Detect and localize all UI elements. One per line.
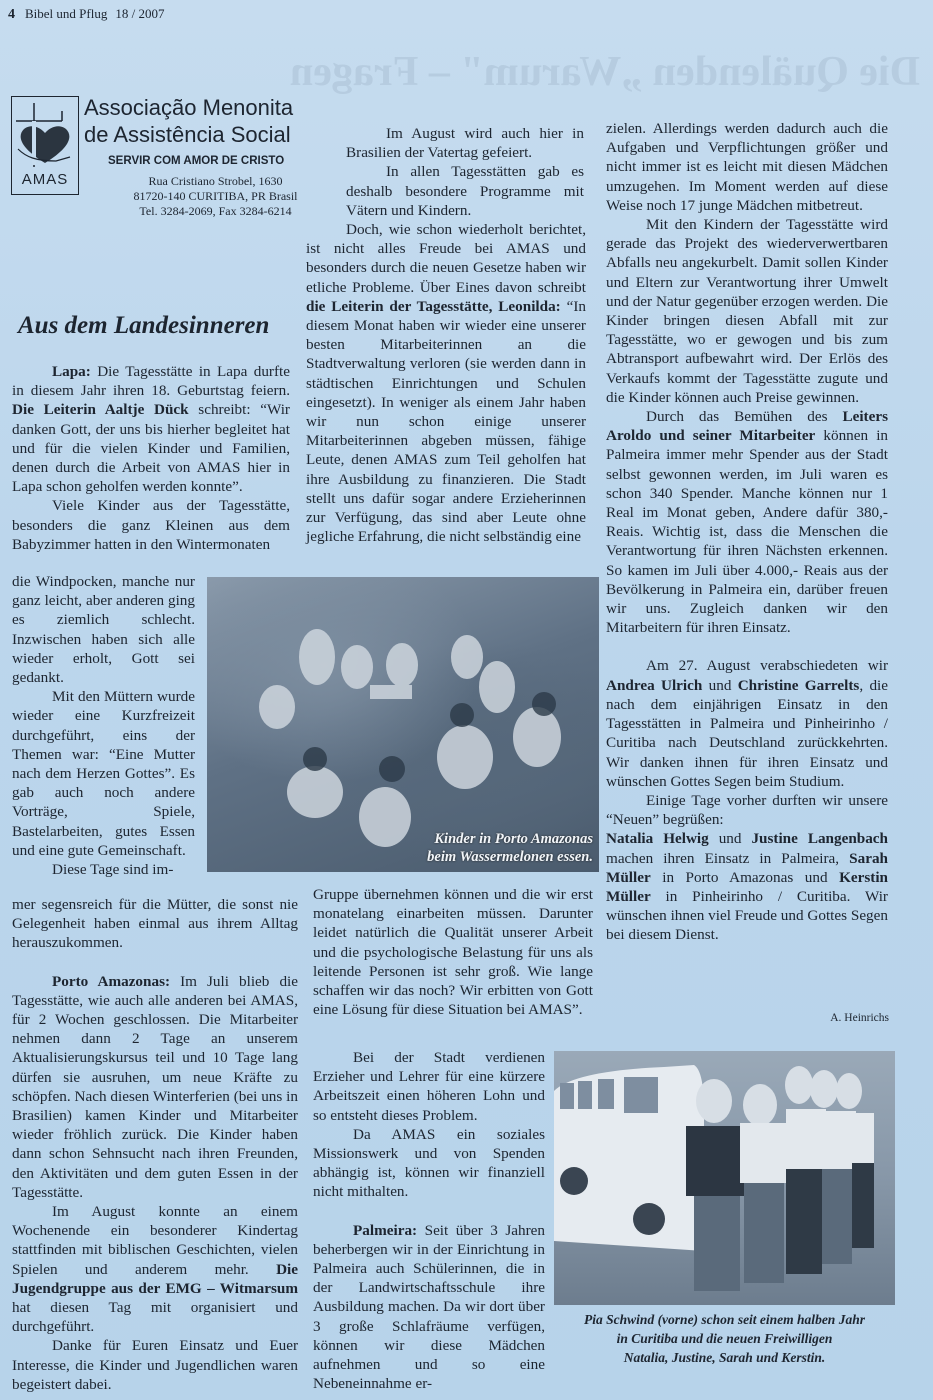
photo-volunteers-van [554,1051,895,1305]
text: machen ihren Einsatz in Palmeira, [606,849,850,867]
org-name-line1: Associação Menonita [84,95,294,120]
paragraph: Diese Tage sind im- [52,861,174,879]
location-label: Palmeira: [353,1221,418,1239]
text: und [702,676,738,694]
paragraph: Mit den Kindern der Tagesstätte wird gerade das Projekt des wiederverwertbaren Abfalls neu angekurbelt. Damit sollen Kinder und Eltern zur Verantwortung ihrer Umwelt und der Natur gegenüber erzogen werden. Die Kinder bringen diesen Abfall mit zur Tagesstätte, wo er gewogen und bis zum Abtransport aufbewahrt wird. Der Erlös des Verkaufs kommt der Tagesstätte zugute und die Kinder können auch Preise gewinnen. [606,216,888,406]
text: “In diesem Monat haben wir wieder eine unserer besten Mitarbeiterinnen an die Stadtverwaltung verloren (sie werden dann in städtischen Einrichtungen und Schulen eingesetzt). In weniger als einem Jahr haben wir nun schon einige unserer Mitarbeiterinnen abgeben müssen, fähige Leute, denen AMAS zum Teil geholfen hat ihre Ausbildung zu finanzieren. Die Stadt stellt uns dafür sogar andere Erzieherinnen zur Verfügung, das sind aber Leute ohne jegliche Erfahrung, die nicht selbständig eine [306,297,586,546]
location-label: Lapa: [52,363,91,380]
bold-name: Leiters Aroldo und seiner Mitarbeiter [606,408,888,445]
bold-name: Sarah Müller [606,849,888,886]
text: Die Tagesstätte in Lapa durfte in diesem Jahr ihren 18. Geburtstag feiern. [12,363,290,400]
text: Am 27. August verabschiedeten wir [646,657,888,675]
caption-line: beim Wassermelonen essen. [427,849,593,865]
column-2-middle [313,885,593,1019]
page-number: 4 [8,7,15,22]
running-head [8,6,172,23]
bold-name: Die Leiterin Aaltje Dück [12,401,189,419]
paragraph: Da AMAS ein soziales Missionswerk und von Spenden abhängig ist, können wir finanziell nicht mithalten. [313,1125,545,1201]
paragraph: Einige Tage vorher durften wir unsere “Neuen” begrüßen: [606,791,888,829]
org-motto: SERVIR COM AMOR DE CRISTO [108,155,285,167]
text: hat diesen Tag mit organisiert und durchgeführt. [12,1299,298,1336]
bold-name: Die Jugendgruppe aus der EMG – Witmarsum [12,1260,298,1297]
caption-line: Kinder in Porto Amazonas [434,831,593,847]
column-1-top [12,362,290,554]
text: Im Juli blieb die Tagesstätte, wie auch alle anderen bei AMAS, für 2 Wochen geschlossen. Die Mitarbeiter nehmen dann 2 Tage an unserem Aktualisierungskursus teil und 10 Tage lang dürfen sie ausruhen, um neue Kräfte zu schöpfen. Nach diesen Winterferien (bei uns in Brasilien) kamen Kinder und Mitarbeiter wieder fröhlich zurück. Die Kinder haben dann schon Sehnsucht nach ihren Freunden, den Aktivitäten und dem guten Essen in der Tagesstätte. [12,972,298,1201]
bold-name: Kerstin Müller [606,868,888,905]
paragraph: Bei der Stadt verdienen Erzieher und Lehrer für eine kürzere Arbeitszeit einen höheren Lohn und so entsteht dieses Problem. [313,1049,545,1124]
bleedthrough-title: Die Quälenden „Warum" – Fragen [290,49,920,95]
caption-line: Natalia, Justine, Sarah und Kerstin. [623,1350,826,1365]
text: in Pinheirinho / Curitiba. Wir wünschen ihnen viel Freude und Gottes Segen bei diesem Dienst. [606,887,888,944]
caption-line: Pia Schwind (vorne) schon seit einem halben Jahr [584,1312,865,1327]
bold-name: Andrea Ulrich [606,676,703,694]
address-line: Tel. 3284-2069, Fax 3284-6214 [139,204,292,218]
photo2-caption [554,1310,895,1367]
paragraph: die Windpocken, manche nur ganz leicht, aber anderen ging es ziemlich schlecht. Inzwischen haben sich alle wieder erholt, Gott sei gedankt. [12,573,195,687]
logo-text: AMAS [21,171,69,188]
text: Doch, wie schon wiederholt berichtet, ist nicht alles Freude bei AMAS und besonders durch die neuen Gesetze haben wir etliche Probleme. Über Eines davon schreibt [306,221,586,296]
paragraph: In allen Tagesstätten gab es deshalb besondere Programme mit Vätern und Kindern. [346,163,584,219]
org-address [108,174,323,219]
bold-name: Justine Langenbach [751,830,888,848]
children-circle-image [207,577,599,872]
paragraph: Viele Kinder aus der Tagesstätte, besonders die ganz Kleinen aus dem Babyzimmer hatten in den Wintermonaten [12,497,290,553]
location-label: Porto Amazonas: [52,972,171,990]
text: können in Palmeira immer mehr Spender aus der Stadt selbst gewonnen werden, im Juli waren es schon 340 Spender. Manche können nur 1 Real im Monat geben, Andere dafür 380,- Reais. Wichtig ist, dass die Menschen die Verantwortung für ihren Nächsten erkennen. So kamen im Juli über 4.000,- Reais aus der Bevölkerung in Palmeira ein, darüber freuen wir uns. Zugleich danken wir den Mitarbeitern für ihren Einsatz. [606,427,889,637]
column-2-top-narrow [346,124,584,220]
column-1-bottom [12,895,298,1394]
author-signature: A. Heinrichs [830,1012,889,1024]
volunteers-van-image [554,1051,895,1305]
text: in Porto Amazonas und [650,868,840,886]
bold-name: die Leiterin der Tagesstätte, Leonilda: [306,297,561,315]
text: Durch das Bemühen des [646,408,843,426]
column-2-top [306,220,586,546]
org-name [84,94,293,148]
org-name-line2: de Assistência Social [84,122,291,147]
amas-logo [11,96,79,195]
column-1-narrow [12,572,195,879]
paragraph: mer segensreich für die Mütter, die sonst nie Gelegenheit haben einmal aus ihrem Alltag herauszukommen. [12,896,298,952]
issue-number: 18 / 2007 [115,6,165,21]
text: , die nach dem einjährigen Einsatz in den Tagesstätten in Palmeira und Pinheirinho / Curitiba nach Deutschland zurückkehrten. Wir danken ihnen für ihren Einsatz und wünschen Gottes Segen beim Studium. [606,676,888,790]
column-3 [606,119,888,945]
address-line: 81720-140 CURITIBA, PR Brasil [133,189,298,203]
publication-name: Bibel und Pflug [25,6,108,21]
column-2-bottom [313,1048,545,1393]
paragraph: Gruppe übernehmen können und die wir erst monatelang einarbeiten müssen. Darunter leidet natürlich die Qualität unserer Arbeit und die psychologische Belastung für uns als leitende Personen ist sehr groß. Wie lange schaffen wir das noch? Wir erbitten von Gott eine Lösung für diese Situation bei AMAS”. [313,886,593,1019]
text: Im August konnte an einem Wochenende ein besonderer Kindertag stattfinden mit biblischen Geschichten, vielen Spielen und anderem mehr. [12,1203,298,1278]
paragraph: Mit den Müttern wurde wieder eine Kurzfreizeit durchgeführt, eins der Themen war: “Eine Mutter nach dem Herzen Gottes”. Es gab auch noch andere Vorträge, Spiele, Bastelarbeiten, gutes Essen und eine gute Gemeinschaft. [12,688,195,859]
paragraph: Im August wird auch hier in Brasilien der Vatertag gefeiert. [346,125,584,162]
text: schreibt: “Wir danken Gott, der uns bis hierher begleitet hat und für die vielen Kinder und Familien, denen durch die Arbeit von AMAS hier in Lapa schon geholfen werden konnte”. [12,401,290,496]
address-line: Rua Cristiano Strobel, 1630 [148,174,283,188]
paragraph: Danke für Euren Einsatz und Euer Interesse, die Kinder und Jugendlichen waren begeistert dabei. [12,1337,298,1393]
text: Seit über 3 Jahren beherbergen wir in der Einrichtung in Palmeira auch Schülerinnen, die in der Landwirtschaftsschule ihre Ausbildung machen. Da wir dort über 3 große Schlafräume verfügen, können wir diese Mädchen aufnehmen und so eine Nebeneinnahme er- [313,1221,545,1393]
photo-children-porto-amazonas [207,577,599,872]
bold-name: Christine Garrelts [737,676,860,694]
photo1-caption [427,830,593,866]
article-headline: Aus dem Landesinneren [18,312,270,339]
paragraph: zielen. Allerdings werden dadurch auch die Aufgaben und Verpflichtungen größer und nicht immer ist es leicht mit diesen Mädchen umzugehen. Im Moment werden auf diese Weise noch 17 junge Mädchen mitbetreut. [606,120,888,214]
bold-name: Natalia Helwig [606,830,709,848]
caption-line: in Curitiba und die neuen Freiwilligen [616,1331,833,1346]
text: und [708,830,752,848]
